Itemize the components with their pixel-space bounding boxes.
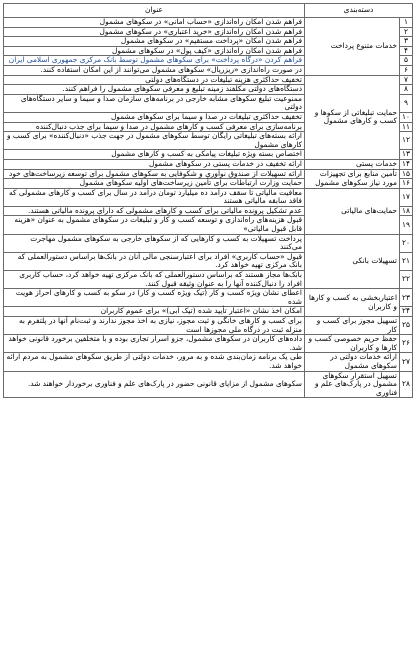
row-number: ۱۰ [400,112,413,122]
row-number: ۲ [400,27,413,37]
title-cell: تخفیف حداکثری هزینه تبلیغات در دستگاه‌های دولتی [4,75,305,85]
row-number: ۱۷ [400,188,413,206]
category-cell: ارائه خدمات دولتی در سکوهای مشمول [304,353,399,371]
category-cell: حفظ حریم خصوصی کسب و کارها و کاربران [304,335,399,353]
table-row [4,159,413,169]
row-number: ۱۱ [400,122,413,132]
title-cell: اختصاص بسته ویژه تبلیغات پیامکی به کسب و کارهای مشمول [4,150,305,160]
table-row [4,371,413,398]
row-number: ۲۸ [400,371,413,398]
table-header-row [4,4,413,18]
title-cell: ارائه بسته‌های تبلیغاتی رایگان توسط سکوهای مشمول در جهت جذب «دنبال‌کننده» برای کسب و کارهای مشمول [4,132,305,150]
category-cell: اعتباربخشی به کسب و کارها و کاربران [304,289,399,317]
row-number: ۲۵ [400,317,413,335]
header-category: دسته‌بندی [304,4,412,18]
title-cell: داده‌های کاربران در سکوهای مشمول، جزو اسرار تجاری بوده و با متخلفین برخورد قانونی خواهد شد. [4,335,305,353]
category-cell: خدمات پستی [304,159,399,169]
title-cell: عدم تشکیل پرونده مالیاتی برای کسب و کارهای مشمولی که دارای پرونده مالیاتی هستند. [4,206,305,216]
category-cell: تسهیلات بانکی [304,234,399,289]
row-number: ۱۴ [400,159,413,169]
category-cell: تأمین منابع برای تجهیزات مورد نیاز سکوهای مشمول [304,169,399,188]
title-cell: ارائه تسهیلات از صندوق نوآوری و شکوفایی به سکوهای مشمول برای توسعه زیرساخت‌های خود [4,169,305,179]
title-cell: فراهم شدن امکان «پرداخت مستقیم» در سکوهای مشمول [4,37,305,47]
row-number: ۱۵ [400,169,413,179]
row-number: ۲۲ [400,271,413,289]
title-cell: برای کسب و کارهای خانگی و ثبت مجوز، نیازی به اخذ مجوز ندارند و ثبت‌نام آنها در پلتفرم به منزله ثبت در درگاه ملی مجوزها است [4,317,305,335]
row-number: ۷ [400,75,413,85]
category-cell: تسهیل مجوز برای کسب و کار [304,317,399,335]
row-number: ۳ [400,37,413,47]
row-number: ۱۹ [400,216,413,234]
title-cell: تخفیف حداکثری تبلیغات در صدا و سیما برای سکوهای مشمول [4,112,305,122]
title-cell: قبول هزینه‌های راه‌اندازی و توسعه کسب و کار و تبلیغات در سکوهای مشمول به عنوان «هزینه قابل قبول مالیاتی» [4,216,305,234]
table-row [4,289,413,307]
row-number: ۱۳ [400,150,413,160]
title-cell: معافیت مالیاتی تا سقف درآمد ده میلیارد تومان درآمد در سال برای کسب و کارهای مشمولی که فاقد سابقه مالیاتی هستند [4,188,305,206]
header-title: عنوان [4,4,305,18]
title-cell: حمایت وزارت ارتباطات برای تأمین زیرساخت‌های اولیه سکوهای مشمول [4,179,305,189]
table-row [4,18,413,28]
row-number: ۵ [400,56,413,66]
row-number: ۶ [400,65,413,75]
row-number: ۲۳ [400,289,413,307]
category-cell: حمایت‌های مالیاتی [304,188,399,234]
row-number: ۹ [400,94,413,112]
row-number: ۱۲ [400,132,413,150]
title-cell: فراهم کردن «درگاه پرداخت» برای سکوهای مشمول توسط بانک مرکزی جمهوری اسلامی ایران [4,56,305,66]
row-number: ۲۷ [400,353,413,371]
title-cell: بانک‌ها مجاز هستند که براساس دستورالعملی که بانک مرکزی تهیه خواهد کرد، حساب کاربری افراد را دنبال‌کننده آنها را به عنوان وثیقه قبول کنند. [4,271,305,289]
row-number: ۲۱ [400,252,413,270]
title-cell: قبول «حساب کاربری» افراد برای اعتبارسنجی مالی آنان در بانک‌ها براساس دستورالعملی که بانک مرکزی تهیه خواهد کرد. [4,252,305,270]
title-cell: ممنوعیت تبلیغ سکوهای مشابه خارجی در برنامه‌های سازمان صدا و سیما و سایر دستگاه‌های دولتی [4,94,305,112]
title-cell: دستگاه‌های دولتی مکلفند زمینه تبلیغ و معرفی سکوهای مشمول را فراهم کنند. [4,85,305,95]
title-cell: فراهم شدن امکان راه‌اندازی «حساب امانی» در سکوهای مشمول [4,18,305,28]
row-number: ۱۶ [400,179,413,189]
title-cell: ارائه تخفیف در خدمات پستی در سکوهای مشمول [4,159,305,169]
table-row [4,335,413,353]
row-number: ۲۰ [400,234,413,252]
category-cell: حمایت تبلیغاتی از سکوها و کسب و کارهای مشمول [304,75,399,159]
row-number: ۱ [400,18,413,28]
table-row [4,234,413,252]
category-cell: خدمات متنوع پرداخت [304,18,399,76]
title-cell: سکوهای مشمول از مزایای قانونی حضور در پارک‌های علم و فناوری برخوردار خواهند شد. [4,371,305,398]
category-cell: تسهیل استقرار سکوهای مشمول در پارک‌های علم و فناوری [304,371,399,398]
title-cell: فراهم شدن امکان راه‌اندازی «کیف پول» در سکوهای مشمول [4,46,305,56]
row-number: ۴ [400,46,413,56]
row-number: ۸ [400,85,413,95]
title-cell: امکان اخذ نشان «اعتبار تأیید شده (تیک آبی)» برای عموم کاربران [4,307,305,317]
table-row [4,317,413,335]
table-body [4,18,413,398]
row-number: ۲۶ [400,335,413,353]
title-cell: پرداخت تسهیلات به کسب و کارهایی که از سکوهای خارجی به سکوهای مشمول مهاجرت می‌کنند [4,234,305,252]
title-cell: طی یک برنامه زمان‌بندی شده و به مرور، خدمات دولتی از طریق سکوهای مشمول به مردم ارائه خواهد شد. [4,353,305,371]
services-table [3,3,413,398]
title-cell: در صورت راه‌اندازی «ریزریال» سکوهای مشمول می‌توانند از این امکان استفاده کنند. [4,65,305,75]
row-number: ۱۸ [400,206,413,216]
title-cell: فراهم شدن امکان راه‌اندازی «خرید اعتباری» در سکوهای مشمول [4,27,305,37]
table-row [4,188,413,206]
title-cell: اعطای نشان ویژه کسب و کار (تیک ویژه کسب و کار) در سکو به کسب و کارهای احراز هویت شده [4,289,305,307]
row-number: ۲۴ [400,307,413,317]
title-cell: برنامه‌سازی برای معرفی کسب و کارهای مشمول در صدا و سیما برای جذب دنبال‌کننده [4,122,305,132]
table-row [4,353,413,371]
